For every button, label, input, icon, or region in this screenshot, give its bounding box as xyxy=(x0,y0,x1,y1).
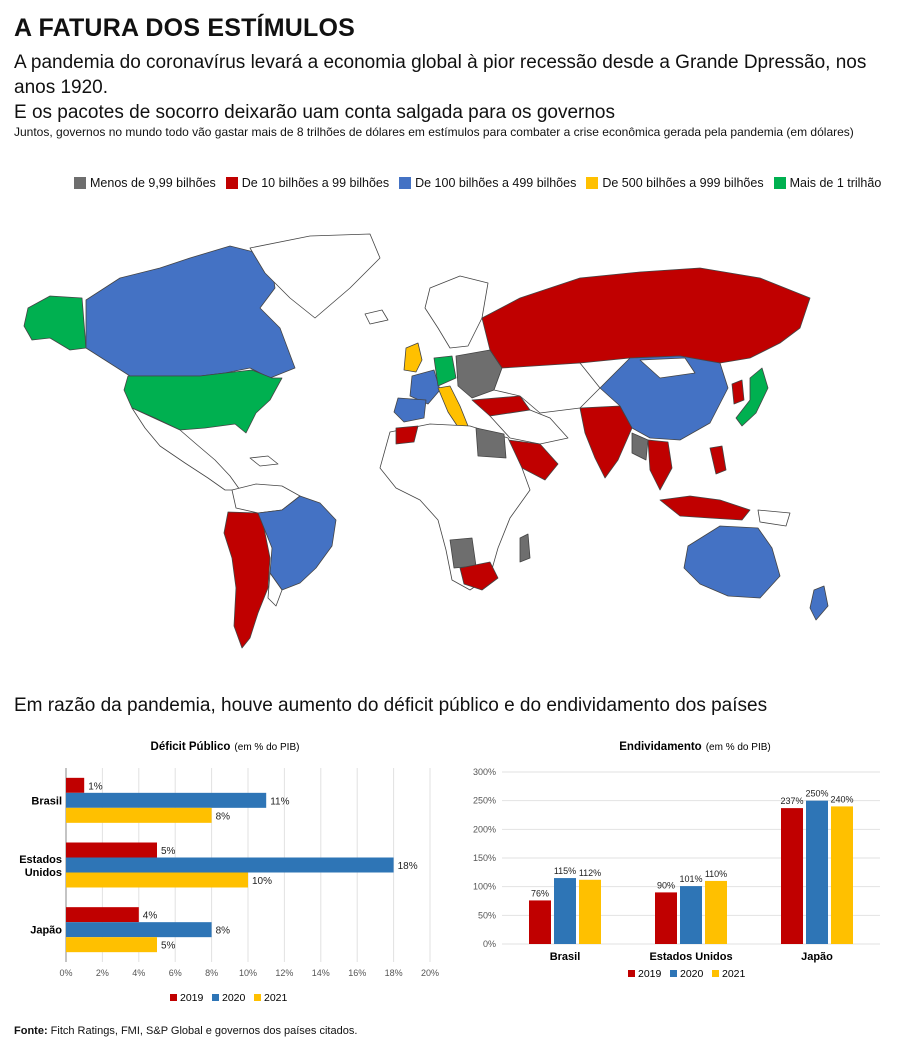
legend-item-red xyxy=(226,176,389,190)
page-title: A FATURA DOS ESTÍMULOS xyxy=(14,14,355,42)
legend-label: De 100 bilhões a 499 bilhões xyxy=(415,176,577,190)
bar-2021 xyxy=(579,880,601,944)
y-category-label: Japão xyxy=(30,924,62,937)
bar-value-label: 112% xyxy=(578,867,602,878)
alaska-shape xyxy=(24,296,86,350)
legend-swatch-2020 xyxy=(212,994,219,1001)
bar-2019 xyxy=(781,808,803,944)
page-subtitle xyxy=(14,50,894,125)
x-tick-label: 12% xyxy=(275,968,294,978)
legend-item-gray xyxy=(74,176,216,190)
bar-value-label: 90% xyxy=(656,880,676,891)
debt-title-main: Endividamento xyxy=(619,741,702,753)
y-tick-label: 150% xyxy=(472,853,496,863)
bar-2019 xyxy=(66,907,139,922)
bar-2019 xyxy=(66,778,84,793)
debt-title-suffix: (em % do PIB) xyxy=(705,742,771,753)
legend-label: Menos de 9,99 bilhões xyxy=(90,176,216,190)
bar-2019 xyxy=(66,843,157,858)
myanmar-shape xyxy=(632,433,648,460)
bar-value-label: 8% xyxy=(215,811,231,823)
bar-2020 xyxy=(66,922,212,937)
uk-shape xyxy=(404,343,422,372)
map-legend xyxy=(74,176,891,190)
x-tick-label: 6% xyxy=(168,968,182,978)
indonesia-shape xyxy=(660,496,750,520)
legend-swatch xyxy=(226,177,238,189)
bar-2019 xyxy=(655,892,677,944)
map-note: Juntos, governos no mundo todo vão gastar mais de 8 trilhões de dólares em estímulos para combater a crise econômica gerada pela pandemia (em dólares) xyxy=(14,125,854,139)
x-tick-label: 2% xyxy=(95,968,109,978)
x-tick-label: 10% xyxy=(238,968,258,978)
bar-2020 xyxy=(66,793,266,808)
andes-countries-shape xyxy=(224,512,270,648)
y-category-label: Unidos xyxy=(24,867,62,879)
bar-value-label: 101% xyxy=(679,874,703,885)
australia-shape xyxy=(684,526,780,598)
philippines-shape xyxy=(710,446,726,474)
india-shape xyxy=(580,406,632,478)
bar-2021 xyxy=(66,937,157,952)
legend-label: De 10 bilhões a 99 bilhões xyxy=(241,176,390,190)
deficit-chart xyxy=(0,730,450,1015)
legend-swatch xyxy=(774,177,786,189)
x-category-label: Japão xyxy=(801,951,833,963)
legend-label-2021: 2021 xyxy=(264,992,288,1004)
y-category-label: Brasil xyxy=(31,795,62,808)
x-tick-label: 8% xyxy=(205,968,219,978)
legend-label: Mais de 1 trilhão xyxy=(789,176,882,190)
y-tick-label: 0% xyxy=(482,939,496,949)
bar-2021 xyxy=(66,873,248,888)
x-tick-label: 0% xyxy=(59,968,73,978)
y-tick-label: 50% xyxy=(477,910,496,921)
legend-label-2019: 2019 xyxy=(638,968,662,980)
madagascar-shape xyxy=(520,534,530,562)
italy-shape xyxy=(438,386,468,430)
bar-value-label: 115% xyxy=(553,866,577,877)
subtitle-line-2: E os pacotes de socorro deixarão uam conta salgada para os governos xyxy=(14,102,615,123)
legend-swatch-2020 xyxy=(670,970,677,977)
y-tick-label: 300% xyxy=(472,767,496,777)
caribbean-shape xyxy=(250,456,278,466)
png-shape xyxy=(758,510,790,526)
legend-item-yellow xyxy=(586,176,763,190)
world-map xyxy=(20,228,860,658)
legend-swatch-2021 xyxy=(712,970,719,977)
legend-swatch-2019 xyxy=(628,970,635,977)
legend-swatch xyxy=(586,177,598,189)
bar-2020 xyxy=(680,886,702,944)
bar-value-label: 5% xyxy=(161,940,176,952)
legend-swatch xyxy=(399,177,411,189)
x-tick-label: 20% xyxy=(420,968,440,978)
legend-label: De 500 bilhões a 999 bilhões xyxy=(602,176,764,190)
bar-2020 xyxy=(66,858,394,873)
debt-chart-title xyxy=(619,741,770,753)
russia-shape xyxy=(482,268,810,368)
bar-value-label: 8% xyxy=(215,925,231,937)
central-africa-gray-shape xyxy=(450,538,476,568)
y-tick-label: 250% xyxy=(472,795,496,806)
x-category-label: Brasil xyxy=(549,951,581,963)
germany-shape xyxy=(434,356,456,386)
bar-2021 xyxy=(66,808,212,823)
x-tick-label: 14% xyxy=(311,968,330,978)
y-tick-label: 100% xyxy=(472,881,496,892)
source-note xyxy=(14,1025,357,1037)
iberia-shape xyxy=(394,398,426,422)
debt-chart xyxy=(450,730,900,1015)
bar-2021 xyxy=(705,881,727,944)
source-label: Fonte: xyxy=(14,1025,48,1037)
deficit-chart-title xyxy=(151,741,300,753)
bar-value-label: 5% xyxy=(161,846,176,857)
legend-swatch xyxy=(74,177,86,189)
bar-2020 xyxy=(554,878,576,944)
legend-swatch-2021 xyxy=(254,994,261,1001)
north-africa-gray-shape xyxy=(476,428,506,458)
legend-label-2020: 2020 xyxy=(222,992,246,1004)
bar-value-label: 250% xyxy=(805,788,829,799)
legend-label-2019: 2019 xyxy=(180,992,204,1004)
southeast-asia-shape xyxy=(648,440,672,490)
bar-value-label: 4% xyxy=(142,910,158,922)
x-category-label: Estados Unidos xyxy=(649,951,733,963)
legend-item-green xyxy=(774,176,882,190)
scandinavia-shape xyxy=(425,276,488,348)
iceland-shape xyxy=(365,310,388,324)
source-text: Fitch Ratings, FMI, S&P Global e governos dos países citados. xyxy=(47,1025,358,1037)
x-tick-label: 4% xyxy=(132,968,146,978)
bar-value-label: 10% xyxy=(252,876,273,887)
bar-value-label: 110% xyxy=(704,868,728,879)
korea-shape xyxy=(732,380,744,404)
bar-2020 xyxy=(806,801,828,944)
subtitle-line-1: A pandemia do coronavírus levará a economia global à pior recessão desde a Grande Dpressão, nos anos 1920. xyxy=(14,52,867,98)
legend-label-2020: 2020 xyxy=(680,968,704,980)
section-title: Em razão da pandemia, houve aumento do déficit público e do endividamento dos países xyxy=(14,695,768,716)
legend-item-blue xyxy=(399,176,576,190)
bar-2019 xyxy=(529,900,551,944)
deficit-title-main: Déficit Público xyxy=(150,741,231,753)
x-tick-label: 16% xyxy=(348,968,367,978)
x-tick-label: 18% xyxy=(384,968,403,978)
bar-value-label: 1% xyxy=(88,781,103,793)
bar-value-label: 240% xyxy=(830,794,854,805)
legend-swatch-2019 xyxy=(170,994,177,1001)
y-category-label: Estados xyxy=(19,854,62,866)
new-zealand-shape xyxy=(810,586,828,620)
bar-2021 xyxy=(831,806,853,944)
bar-value-label: 237% xyxy=(780,796,804,807)
bar-value-label: 18% xyxy=(397,861,418,872)
bar-value-label: 76% xyxy=(530,888,550,899)
bar-value-label: 11% xyxy=(270,796,290,808)
y-tick-label: 200% xyxy=(472,824,496,835)
greenland-shape xyxy=(250,234,380,318)
deficit-title-suffix: (em % do PIB) xyxy=(234,742,300,753)
legend-label-2021: 2021 xyxy=(722,968,746,980)
